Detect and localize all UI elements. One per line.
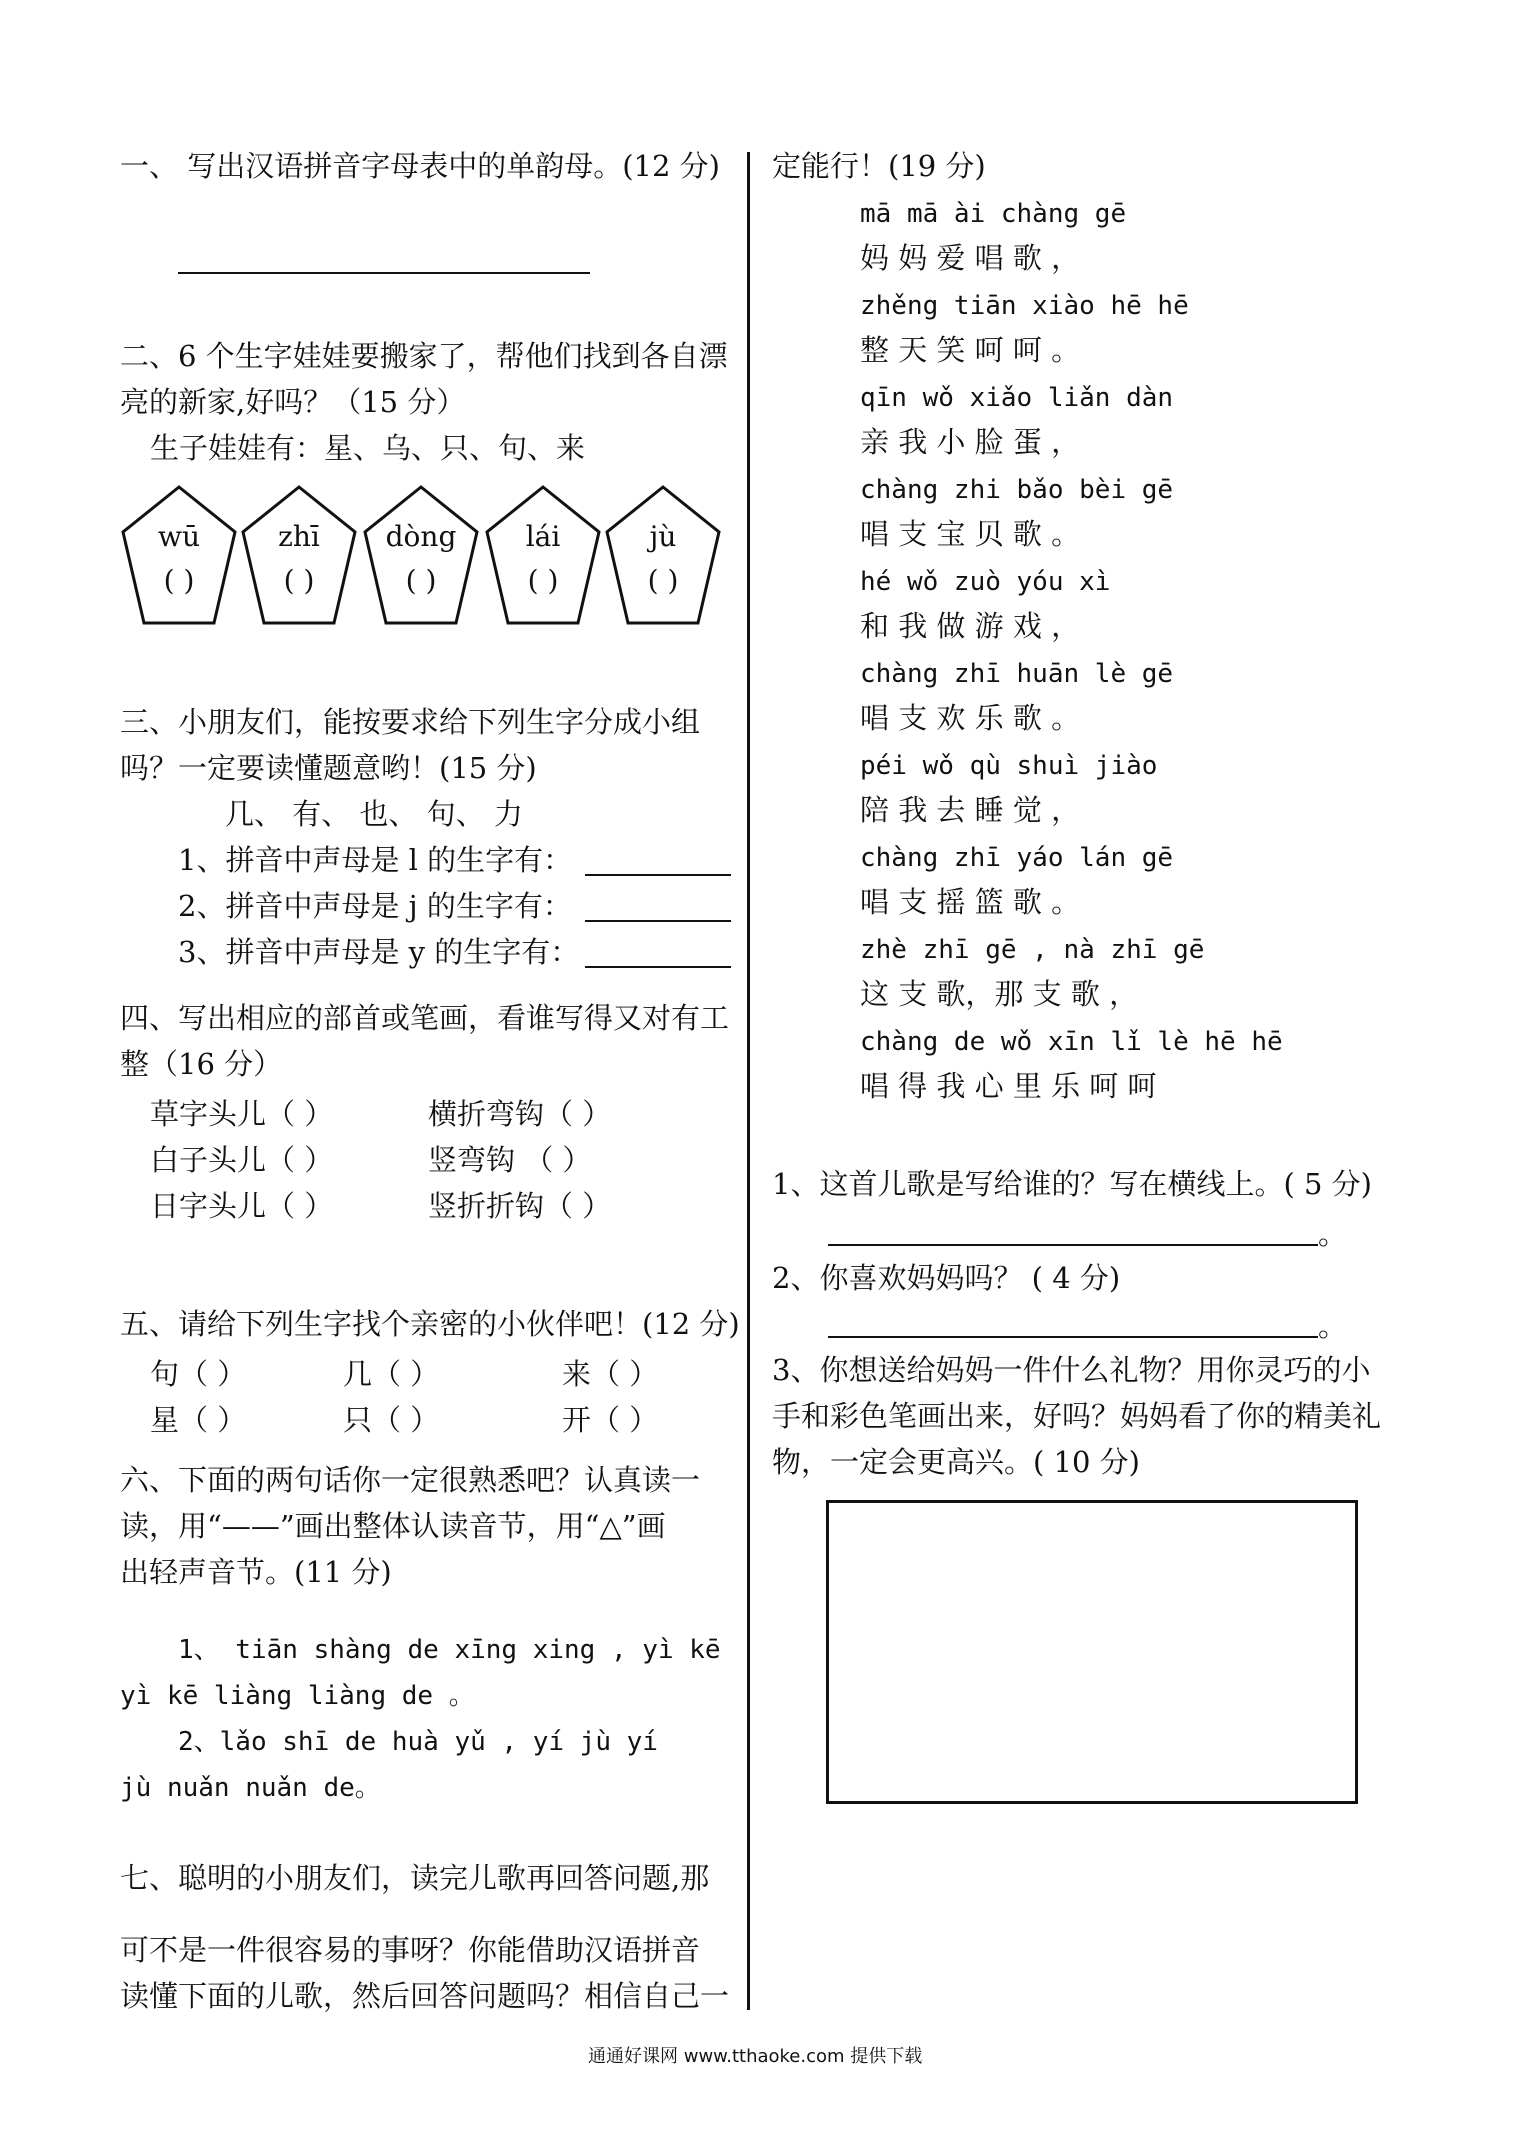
- q4-cell[interactable]: 横折弯钩（ ）: [428, 1097, 612, 1131]
- poem-line-10: 唱 得 我 心 里 乐 呵 呵: [860, 1069, 1157, 1103]
- q7-title-line4: 定能行！(19 分): [772, 149, 986, 183]
- q5-cell[interactable]: 句（ ）: [150, 1357, 247, 1391]
- pentagon-shape: [240, 484, 358, 626]
- q2-title-line1: 二、6 个生字娃娃要搬家了，帮他们找到各自漂: [120, 339, 728, 373]
- poem-pinyin-4: chàng zhi bǎo bèi gē: [860, 475, 1174, 505]
- poem-pinyin-5: hé wǒ zuò yóu xì: [860, 567, 1111, 597]
- q5-title: 五、请给下列生字找个亲密的小伙伴吧！(12 分): [120, 1307, 740, 1341]
- q2-title-line2: 亮的新家,好吗？（15 分）: [120, 385, 466, 419]
- q7-title-line2: 可不是一件很容易的事呀？你能借助汉语拼音: [120, 1933, 701, 1967]
- q6-sentence-1a: 1、 tiān shàng de xīng xing , yì kē: [178, 1635, 721, 1665]
- q3-answer-line-1[interactable]: [585, 874, 731, 876]
- poem-line-5: 和 我 做 游 戏 ，: [860, 609, 1081, 643]
- pentagon-house-5[interactable]: [604, 484, 722, 626]
- column-divider: [747, 152, 750, 2010]
- q4-cell[interactable]: 白子头儿（ ）: [150, 1143, 334, 1177]
- poem-pinyin-1: mā mā ài chàng gē: [860, 199, 1127, 229]
- house-answer-slot[interactable]: ( ): [283, 564, 315, 597]
- q4-cell[interactable]: 日字头儿（ ）: [150, 1189, 334, 1223]
- q3-characters: 几、 有、 也、 句、 力: [225, 797, 523, 831]
- q6-title-line3: 出轻声音节。(11 分): [120, 1555, 392, 1589]
- answer-line-1[interactable]: [828, 1244, 1318, 1246]
- poem-line-1: 妈 妈 爱 唱 歌 ，: [860, 241, 1081, 275]
- poem-pinyin-8: chàng zhī yáo lán gē: [860, 843, 1174, 873]
- poem-line-4: 唱 支 宝 贝 歌 。: [860, 517, 1081, 551]
- pentagon-house-2[interactable]: [240, 484, 358, 626]
- poem-line-9: 这 支 歌，那 支 歌 ，: [860, 977, 1139, 1011]
- q7-title-line3: 读懂下面的儿歌，然后回答问题吗？相信自己一: [120, 1979, 730, 2013]
- house-pinyin: jù: [649, 520, 677, 553]
- q1-title: 一、 写出汉语拼音字母表中的单韵母。(12 分): [120, 149, 720, 183]
- q6-sentence-1b: yì kē liàng liàng de 。: [120, 1681, 475, 1711]
- reading-question-1: 1、这首儿歌是写给谁的？写在横线上。( 5 分): [772, 1167, 1372, 1201]
- q3-answer-line-2[interactable]: [585, 920, 731, 922]
- poem-line-2: 整 天 笑 呵 呵 。: [860, 333, 1081, 367]
- pentagon-house-3[interactable]: [362, 484, 480, 626]
- q3-title-line2: 吗？一定要读懂题意哟！(15 分): [120, 751, 537, 785]
- q1-answer-line[interactable]: [178, 272, 590, 274]
- poem-pinyin-9: zhè zhī gē , nà zhī gē: [860, 935, 1205, 965]
- q4-title-line2: 整（16 分）: [120, 1047, 283, 1081]
- q7-title-line1: 七、聪明的小朋友们，读完儿歌再回答问题,那: [120, 1861, 710, 1895]
- q5-cell[interactable]: 来（ ）: [562, 1357, 659, 1391]
- poem-line-6: 唱 支 欢 乐 歌 。: [860, 701, 1081, 735]
- poem-pinyin-6: chàng zhī huān lè gē: [860, 659, 1174, 689]
- pentagon-shape: [120, 484, 238, 626]
- q4-title-line1: 四、写出相应的部首或笔画，看谁写得又对有工: [120, 1001, 730, 1035]
- q3-item-1: 1、拼音中声母是 l 的生字有：: [178, 843, 573, 877]
- reading-question-2: 2、你喜欢妈妈吗？ ( 4 分): [772, 1261, 1121, 1295]
- answer-line-1-period: 。: [1318, 1217, 1348, 1251]
- drawing-box[interactable]: [826, 1500, 1358, 1804]
- q6-sentence-2b: jù nuǎn nuǎn de。: [120, 1773, 381, 1803]
- q3-answer-line-3[interactable]: [585, 966, 731, 968]
- answer-line-2[interactable]: [828, 1336, 1318, 1338]
- poem-line-8: 唱 支 摇 篮 歌 。: [860, 885, 1081, 919]
- house-answer-slot[interactable]: ( ): [527, 564, 559, 597]
- q6-sentence-2a: 2、lǎo shī de huà yǔ , yí jù yí: [178, 1727, 658, 1757]
- poem-line-7: 陪 我 去 睡 觉 ，: [860, 793, 1081, 827]
- q6-title-line2: 读，用“——”画出整体认读音节，用“△”画: [120, 1509, 666, 1543]
- reading-question-3-line2: 手和彩色笔画出来，好吗？妈妈看了你的精美礼: [772, 1399, 1382, 1433]
- poem-pinyin-2: zhěng tiān xiào hē hē: [860, 291, 1189, 321]
- house-pinyin: dòng: [385, 520, 457, 553]
- poem-pinyin-7: péi wǒ qù shuì jiào: [860, 751, 1158, 781]
- house-answer-slot[interactable]: ( ): [647, 564, 679, 597]
- q5-cell[interactable]: 几（ ）: [343, 1357, 440, 1391]
- answer-line-2-period: 。: [1318, 1309, 1348, 1343]
- house-answer-slot[interactable]: ( ): [163, 564, 195, 597]
- reading-question-3-line3: 物，一定会更高兴。( 10 分): [772, 1445, 1140, 1479]
- q6-title-line1: 六、下面的两句话你一定很熟悉吧？认真读一: [120, 1463, 701, 1497]
- pentagon-house-4[interactable]: [484, 484, 602, 626]
- pentagon-shape: [484, 484, 602, 626]
- q4-cell[interactable]: 草字头儿（ ）: [150, 1097, 334, 1131]
- pentagon-shape: [604, 484, 722, 626]
- q2-characters: 生子娃娃有：星、乌、只、句、来: [150, 431, 586, 465]
- q5-cell[interactable]: 开（ ）: [562, 1403, 659, 1437]
- house-pinyin: wū: [158, 520, 200, 553]
- q3-item-2: 2、拼音中声母是 j 的生字有：: [178, 889, 572, 923]
- poem-pinyin-3: qīn wǒ xiǎo liǎn dàn: [860, 383, 1174, 413]
- pentagon-house-1[interactable]: [120, 484, 238, 626]
- poem-line-3: 亲 我 小 脸 蛋 ，: [860, 425, 1081, 459]
- house-pinyin: zhī: [278, 520, 320, 553]
- house-pinyin: lái: [525, 520, 561, 553]
- house-answer-slot[interactable]: ( ): [405, 564, 437, 597]
- poem-pinyin-10: chàng de wǒ xīn lǐ lè hē hē: [860, 1027, 1283, 1057]
- q5-cell[interactable]: 只（ ）: [343, 1403, 440, 1437]
- q3-item-3: 3、拼音中声母是 y 的生字有：: [178, 935, 580, 969]
- q3-title-line1: 三、小朋友们，能按要求给下列生字分成小组: [120, 705, 701, 739]
- q4-cell[interactable]: 竖折折钩（ ）: [428, 1189, 612, 1223]
- pentagon-shape: [362, 484, 480, 626]
- q4-cell[interactable]: 竖弯钩 （ ）: [428, 1143, 592, 1177]
- q5-cell[interactable]: 星（ ）: [150, 1403, 247, 1437]
- footer-credit: 通通好课网 www.tthaoke.com 提供下载: [588, 2046, 923, 2067]
- reading-question-3-line1: 3、你想送给妈妈一件什么礼物？用你灵巧的小: [772, 1353, 1371, 1387]
